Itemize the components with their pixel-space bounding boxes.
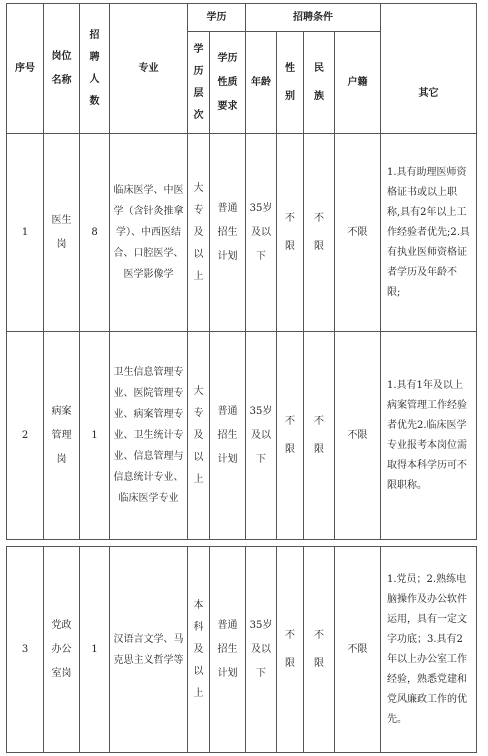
header-major: 专业	[110, 4, 188, 134]
cell-other: 1.具有1年及以上病案管理工作经验者优先2.临床医学专业报考本岗位需取得本科学历可不限职称。	[381, 332, 477, 540]
header-edu-nature: 学历性质要求	[210, 32, 246, 134]
cell-ethnicity: 不限	[304, 547, 335, 753]
cell-hukou: 不限	[335, 332, 381, 540]
cell-position: 病案管理岗	[44, 332, 80, 540]
header-age: 年龄	[246, 32, 277, 134]
cell-other: 1.具有助理医师资格证书或以上职称,具有2年以上工作经验者优先;2.具有执业医师资格证者学历及年龄不限;	[381, 134, 477, 332]
header-edu-level: 学历层次	[188, 32, 210, 134]
cell-gender: 不限	[277, 547, 304, 753]
cell-ethnicity: 不限	[304, 134, 335, 332]
table-row	[7, 332, 477, 540]
header-other: 其它	[381, 4, 477, 134]
cell-edu-nature: 普通招生计划	[210, 134, 246, 332]
cell-gender: 不限	[277, 134, 304, 332]
cell-hukou: 不限	[335, 547, 381, 753]
header-gender: 性别	[277, 32, 304, 134]
cell-edu-nature: 普通招生计划	[210, 547, 246, 753]
header-conditions-group: 招聘条件	[246, 4, 381, 32]
cell-major: 卫生信息管理专业、医院管理专业、病案管理专业、卫生统计专业、信息管理与信息统计专业、临床医学专业	[110, 332, 188, 540]
cell-count: 8	[80, 134, 110, 332]
header-hukou: 户籍	[335, 32, 381, 134]
cell-seq: 1	[7, 134, 44, 332]
cell-seq: 2	[7, 332, 44, 540]
header-education-group: 学历	[188, 4, 246, 32]
cell-position: 党政办公室岗	[44, 547, 80, 753]
table-row	[7, 547, 477, 753]
header-ethnicity: 民族	[304, 32, 335, 134]
cell-edu-level: 大专及以上	[188, 332, 210, 540]
cell-major: 临床医学、中医学（含针灸推拿学）、中西医结合、口腔医学、医学影像学	[110, 134, 188, 332]
cell-edu-nature: 普通招生计划	[210, 332, 246, 540]
header-seq: 序号	[7, 4, 44, 134]
header-count: 招聘人数	[80, 4, 110, 134]
cell-major: 汉语言文学、马克思主义哲学等	[110, 547, 188, 753]
cell-ethnicity: 不限	[304, 332, 335, 540]
cell-position: 医生岗	[44, 134, 80, 332]
recruitment-table-page-1	[6, 3, 477, 540]
cell-edu-level: 本科及以上	[188, 547, 210, 753]
cell-age: 35岁及以下	[246, 332, 277, 540]
cell-age: 35岁及以下	[246, 134, 277, 332]
cell-edu-level: 大专及以上	[188, 134, 210, 332]
cell-gender: 不限	[277, 332, 304, 540]
cell-other: 1.党员；2.熟练电脑操作及办公软件运用，具有一定文字功底；3.具有2年以上办公室工作经验，熟悉党建和党风廉政工作的优先。	[381, 547, 477, 753]
cell-age: 35岁及以下	[246, 547, 277, 753]
header-position: 岗位名称	[44, 4, 80, 134]
table-row	[7, 134, 477, 332]
cell-seq: 3	[7, 547, 44, 753]
cell-hukou: 不限	[335, 134, 381, 332]
recruitment-table-page-2	[6, 546, 477, 753]
cell-count: 1	[80, 547, 110, 753]
cell-count: 1	[80, 332, 110, 540]
